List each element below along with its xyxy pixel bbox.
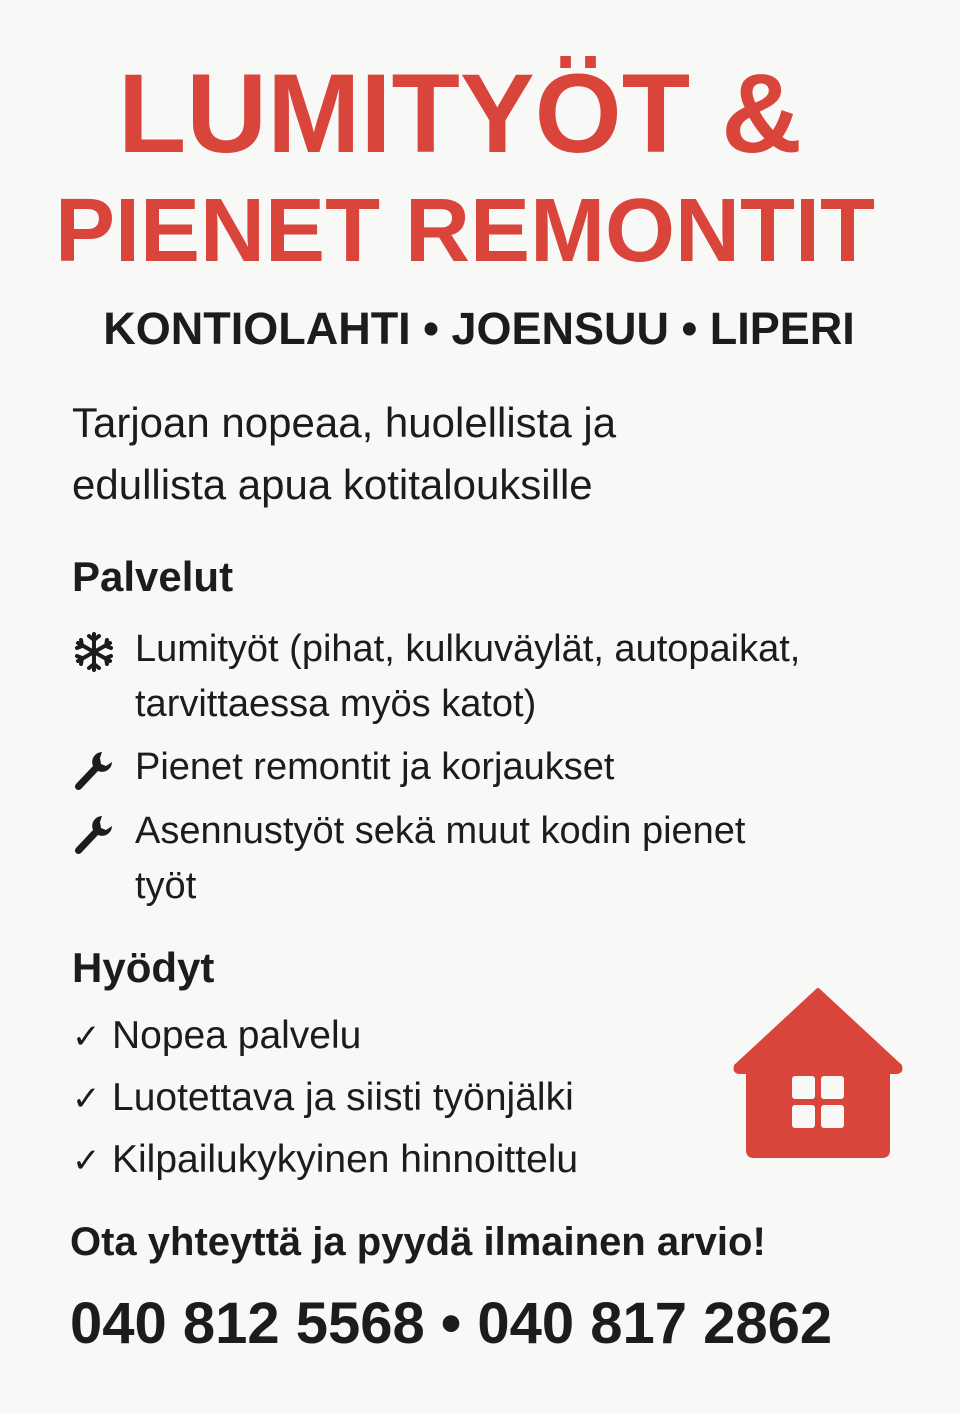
service-item-3	[135, 804, 746, 914]
service-item-2	[135, 740, 614, 795]
title-line-1: LUMITYÖT &	[117, 51, 803, 176]
service-item-3-line-2: työt	[135, 865, 197, 907]
service-item-1	[135, 622, 800, 732]
check-icon: ✓	[72, 1079, 101, 1119]
benefit-item-1-label: Nopea palvelu	[112, 1014, 362, 1057]
benefit-item-1	[72, 1014, 361, 1058]
check-icon: ✓	[72, 1017, 101, 1057]
benefits-heading: Hyödyt	[72, 944, 215, 991]
call-to-action: Ota yhteyttä ja pyydä ilmainen arvio!	[70, 1220, 766, 1264]
service-item-2-line-1: Pienet remontit ja korjaukset	[135, 746, 615, 788]
services-heading: Palvelut	[72, 553, 234, 600]
benefit-item-2-label: Luotettava ja siisti työnjälki	[112, 1076, 574, 1119]
title-line-2: PIENET REMONTIT	[54, 181, 876, 281]
tagline	[72, 392, 616, 516]
locations: KONTIOLAHTI • JOENSUU • LIPERI	[103, 303, 855, 354]
snowflake-icon	[72, 630, 116, 674]
benefit-item-2	[72, 1076, 574, 1120]
wrench-icon	[72, 748, 116, 792]
house-icon	[732, 986, 904, 1158]
service-item-1-line-1: Lumityöt (pihat, kulkuväylät, autopaikat,	[135, 628, 801, 670]
service-item-3-line-1: Asennustyöt sekä muut kodin pienet	[135, 810, 746, 852]
benefit-item-3	[72, 1138, 578, 1182]
tagline-line-2: edullista apua kotitalouksille	[72, 461, 593, 508]
tagline-line-1: Tarjoan nopeaa, huolellista ja	[72, 399, 617, 446]
wrench-icon	[72, 812, 116, 856]
phone-numbers: 040 812 5568 • 040 817 2862	[70, 1291, 833, 1356]
service-item-1-line-2: tarvittaessa myös katot)	[135, 683, 537, 725]
benefit-item-3-label: Kilpailukykyinen hinnoittelu	[112, 1138, 579, 1181]
check-icon: ✓	[72, 1141, 101, 1181]
